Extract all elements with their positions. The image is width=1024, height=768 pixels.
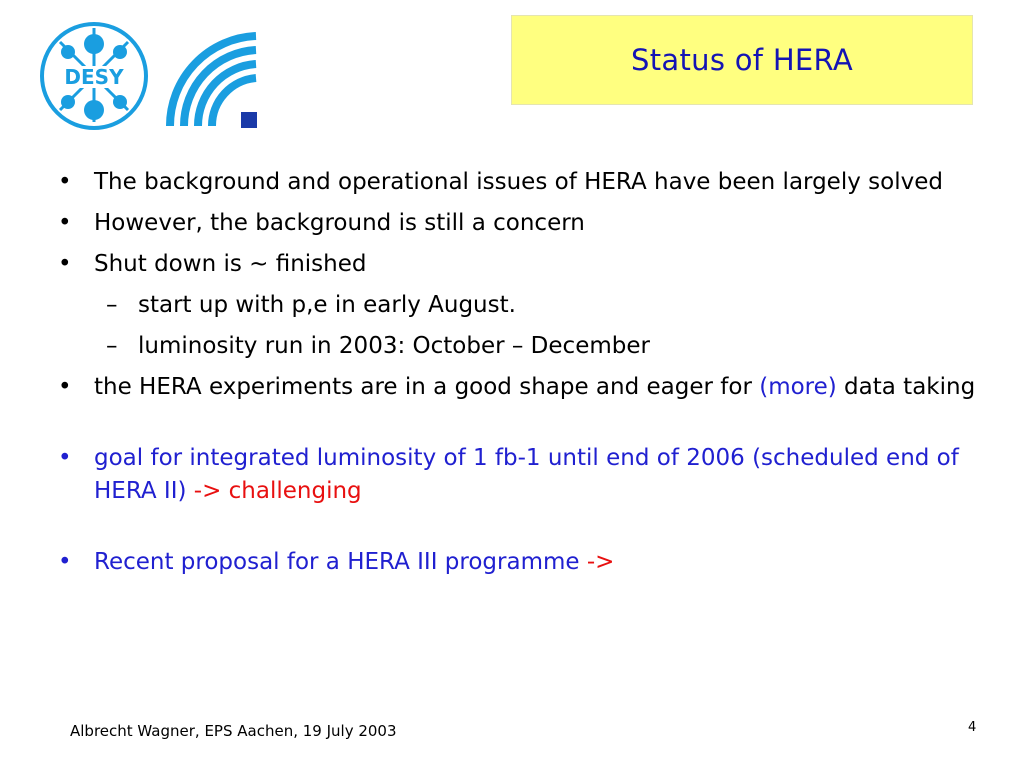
bullet-item-goal bbox=[58, 442, 978, 508]
bullet-list bbox=[58, 166, 978, 587]
highlight-more: (more) bbox=[759, 374, 837, 400]
bullet-marker: • bbox=[58, 445, 72, 471]
bullet-item-proposal bbox=[58, 546, 978, 579]
bullet-text: However, the background is still a concern bbox=[94, 210, 585, 236]
goal-text: goal for integrated luminosity of 1 fb-1 until end of 2006 (scheduled end of HERA II) bbox=[94, 445, 959, 504]
desy-logo bbox=[38, 14, 268, 132]
sub-bullet-text: start up with p,e in early August. bbox=[138, 292, 516, 318]
bullet-item bbox=[58, 248, 978, 281]
proposal-text: Recent proposal for a HERA III programme bbox=[94, 549, 587, 575]
bullet-marker: • bbox=[58, 549, 72, 575]
challenging-text: -> challenging bbox=[193, 478, 362, 504]
bullet-marker: • bbox=[58, 251, 72, 277]
footer-author: Albrecht Wagner, EPS Aachen, 19 July 2003 bbox=[70, 722, 397, 740]
sub-bullet-item bbox=[58, 289, 978, 322]
bullet-text-tail: data taking bbox=[836, 374, 976, 400]
page-title: Status of HERA bbox=[631, 43, 853, 77]
sub-bullet-text: luminosity run in 2003: October – December bbox=[138, 333, 650, 359]
desy-logo-text: DESY bbox=[64, 65, 124, 89]
bullet-text: Shut down is ~ finished bbox=[94, 251, 367, 277]
bullet-item bbox=[58, 166, 978, 199]
dash-marker: – bbox=[106, 333, 118, 359]
desy-logo-graphic bbox=[38, 14, 268, 132]
title-box bbox=[511, 15, 973, 105]
sub-bullet-item bbox=[58, 330, 978, 363]
bullet-marker: • bbox=[58, 210, 72, 236]
bullet-item bbox=[58, 207, 978, 240]
bullet-marker: • bbox=[58, 169, 72, 195]
bullet-marker: • bbox=[58, 374, 72, 400]
bullet-text: the HERA experiments are in a good shape and eager for bbox=[94, 374, 760, 400]
bullet-text: The background and operational issues of HERA have been largely solved bbox=[94, 169, 943, 195]
dash-marker: – bbox=[106, 292, 118, 318]
bullet-item bbox=[58, 371, 978, 404]
arrow-text: -> bbox=[586, 549, 615, 575]
page-number: 4 bbox=[968, 720, 977, 735]
